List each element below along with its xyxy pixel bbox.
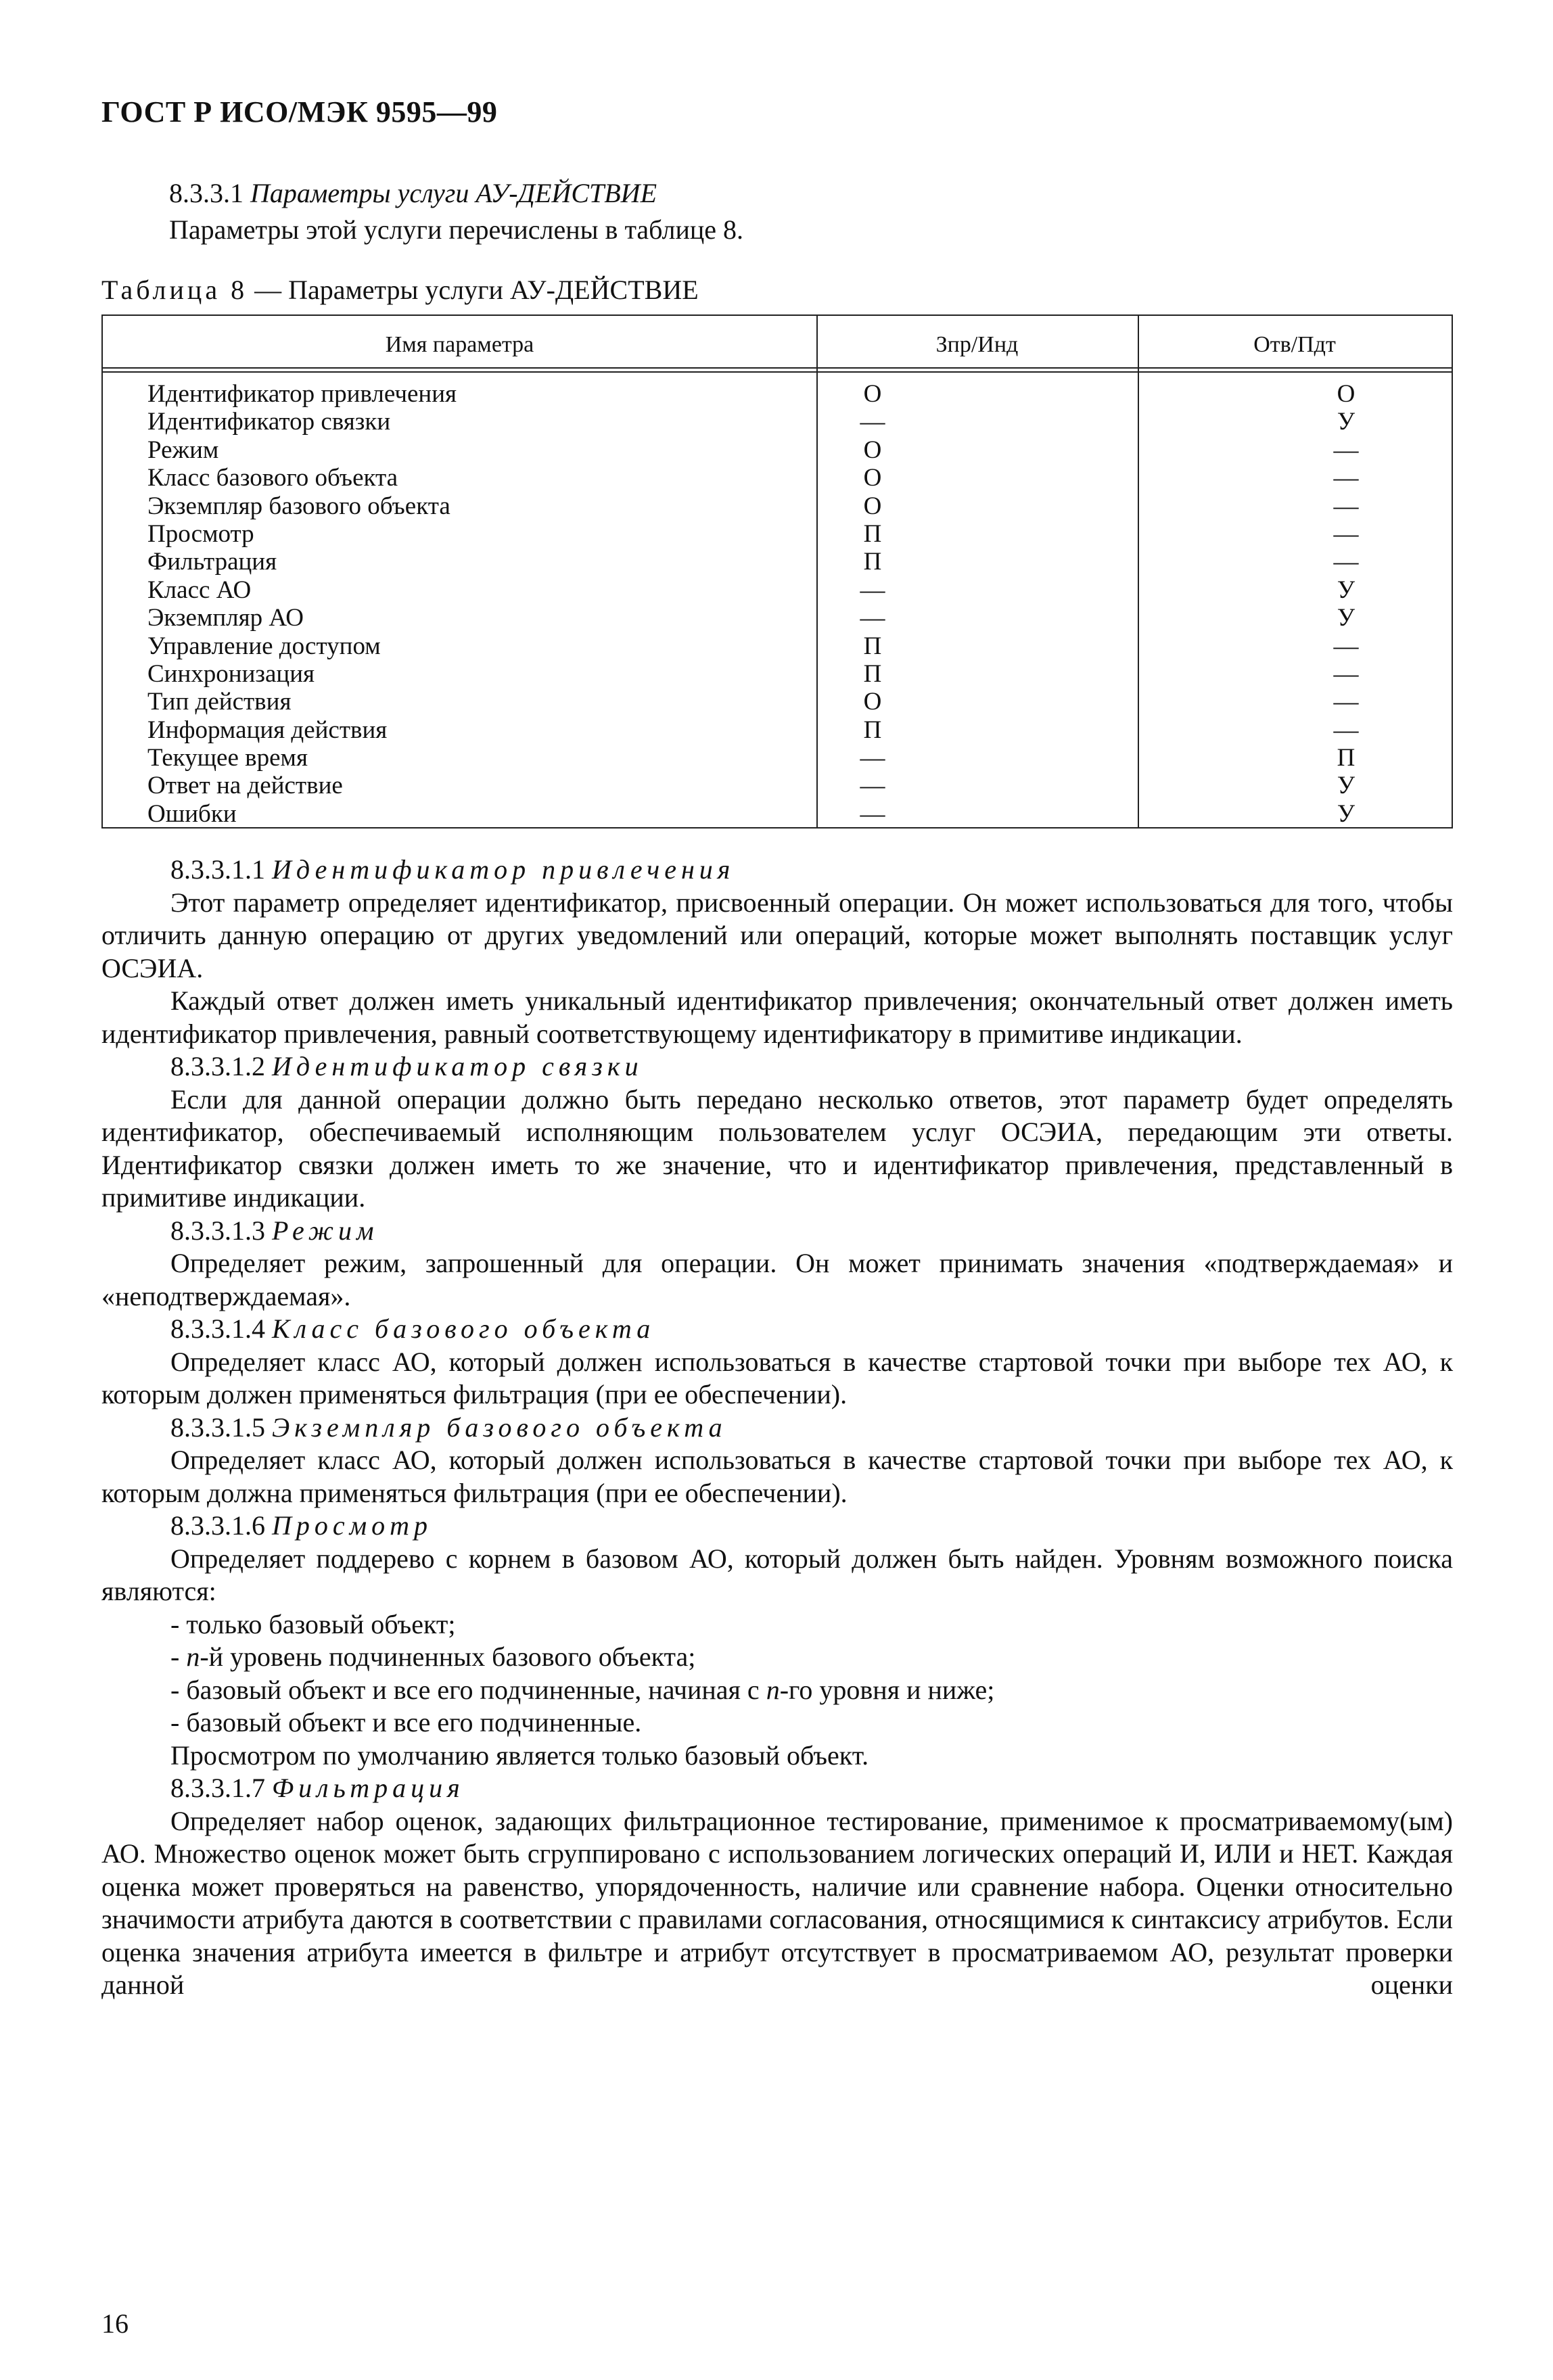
subsection-title: Идентификатор связки <box>272 1051 643 1081</box>
paragraph: Каждый ответ должен иметь уникальный идентификатор привлечения; окончательный ответ должен иметь идентификатор привлечения, равный соответствующему идентификатору в примитиве индикации. <box>101 985 1453 1049</box>
param-resp: У <box>1337 408 1355 436</box>
table-row <box>103 436 1452 464</box>
paragraph: Этот параметр определяет идентификатор, присвоенный операции. Он может использоваться для того, чтобы отличить данную операцию от других уведомлений или операций, которые может выполнять поставщик услуг ОСЭИА. <box>101 887 1453 983</box>
table-row <box>103 632 1452 660</box>
param-resp: У <box>1337 799 1355 828</box>
subsection-number: 8.3.3.1.3 <box>170 1215 265 1246</box>
param-resp: П <box>1337 744 1355 772</box>
param-name: Просмотр <box>147 519 254 548</box>
param-req: О <box>863 436 882 464</box>
subsection-number: 8.3.3.1.4 <box>170 1313 265 1344</box>
section-title: Параметры услуги АУ-ДЕЙСТВИЕ <box>250 178 657 208</box>
param-name: Класс АО <box>147 576 252 604</box>
subsection-title: Режим <box>272 1215 379 1246</box>
subsection-number: 8.3.3.1.1 <box>170 854 265 885</box>
param-req: О <box>863 380 882 408</box>
table-row <box>103 604 1452 632</box>
param-req: — <box>860 772 885 800</box>
param-req: П <box>863 659 882 688</box>
list-item: - базовый объект и все его подчиненные, начиная с n-го уровня и ниже; <box>170 1674 995 1705</box>
param-resp: — <box>1333 436 1359 464</box>
param-resp: — <box>1333 632 1359 660</box>
subsection-title: Экземпляр базового объекта <box>272 1411 727 1443</box>
param-name: Режим <box>147 436 219 464</box>
param-resp: — <box>1333 519 1359 548</box>
paragraph: Просмотром по умолчанию является только базовый объект. <box>170 1740 869 1771</box>
list-item: - n-й уровень подчиненных базового объекта; <box>170 1641 696 1672</box>
table-row <box>103 660 1452 688</box>
param-name: Текущее время <box>147 744 308 772</box>
param-req: О <box>863 688 882 716</box>
param-name: Идентификатор связки <box>147 408 391 436</box>
param-req: — <box>860 576 885 604</box>
param-name: Экземпляр АО <box>147 604 304 632</box>
param-name: Идентификатор привлечения <box>147 380 457 408</box>
param-resp: — <box>1333 492 1359 520</box>
column-header-request: Зпр/Инд <box>935 332 1019 357</box>
param-req: — <box>860 604 885 632</box>
subsection-title: Просмотр <box>272 1510 433 1541</box>
paragraph: Определяет класс АО, который должен использоваться в качестве стартовой точки при выборе тех АО, к которым должен применяться фильтрация (при ее обеспечении). <box>101 1346 1453 1409</box>
param-name: Управление доступом <box>147 632 381 660</box>
table-row <box>103 492 1452 520</box>
subsection-heading <box>101 1215 1453 1248</box>
paragraph: Определяет набор оценок, задающих фильтрационное тестирование, применимое к просматриваемому(ым) АО. Множество оценок может быть сгруппировано с использованием логических операций И, ИЛИ и НЕТ. Каждая оценка может проверяться на равенство, упорядоченность, наличие или сравнение набора. Оценки относительно значимости атрибута даются в соответствии с правилами согласования, относящимися к синтаксису атрибутов. Если оценка значения атрибута имеется в фильтре и атрибут отсутствует в просматриваемом АО, результат проверки данной оценки <box>101 1805 1453 2000</box>
table-row <box>103 744 1452 772</box>
column-header-name: Имя параметра <box>385 332 534 357</box>
table-row <box>103 464 1452 492</box>
param-name: Тип действия <box>147 688 292 716</box>
column-header-response: Отв/Пдт <box>1253 332 1336 357</box>
subsection-heading <box>101 1772 1453 1805</box>
param-req: П <box>863 519 882 548</box>
param-resp: — <box>1333 688 1359 716</box>
param-req: — <box>860 744 885 772</box>
list-item: - только базовый объект; <box>170 1608 456 1639</box>
table-row <box>103 576 1452 604</box>
subsection-number: 8.3.3.1.2 <box>170 1051 265 1081</box>
document-header: ГОСТ Р ИСО/МЭК 9595—99 <box>101 95 498 129</box>
subsection-heading <box>101 854 1453 887</box>
table-caption-text: — Параметры услуги АУ-ДЕЙСТВИЕ <box>248 275 699 305</box>
page-number: 16 <box>101 2308 129 2339</box>
table-caption <box>101 274 699 306</box>
table-row <box>103 688 1452 716</box>
subsection-heading <box>101 1411 1453 1445</box>
subsection-title: Класс базового объекта <box>272 1313 655 1344</box>
parameters-table <box>101 314 1453 829</box>
param-resp: — <box>1333 716 1359 744</box>
table-header-rule <box>103 367 1452 369</box>
param-name: Ответ на действие <box>147 772 343 800</box>
paragraph: Определяет режим, запрошенный для операции. Он может принимать значения «подтверждаемая» и «неподтверждаемая». <box>101 1248 1453 1311</box>
param-resp: — <box>1333 548 1359 576</box>
param-name: Информация действия <box>147 716 388 744</box>
param-req: П <box>863 716 882 744</box>
param-name: Синхронизация <box>147 659 315 688</box>
table-caption-label: Таблица 8 <box>101 275 248 305</box>
param-req: П <box>863 548 882 576</box>
section-intro: Параметры этой услуги перечислены в таблице 8. <box>169 214 744 245</box>
table-row <box>103 800 1452 828</box>
subsection-number: 8.3.3.1.6 <box>170 1510 265 1541</box>
table-row <box>103 716 1452 744</box>
param-resp: — <box>1333 464 1359 492</box>
param-resp: — <box>1333 659 1359 688</box>
subsection-heading <box>101 1050 1453 1083</box>
paragraph: Определяет класс АО, который должен использоваться в качестве стартовой точки при выборе тех АО, к которым должна применяться фильтрация (при ее обеспечении). <box>101 1445 1453 1508</box>
param-resp: О <box>1337 380 1355 408</box>
table-row <box>103 520 1452 548</box>
param-resp: У <box>1337 604 1355 632</box>
subsection-title: Идентификатор привлечения <box>272 854 735 885</box>
param-resp: У <box>1337 772 1355 800</box>
param-resp: У <box>1337 576 1355 604</box>
paragraph: Определяет поддерево с корнем в базовом АО, который должен быть найден. Уровням возможного поиска являются: <box>101 1543 1453 1606</box>
section-number: 8.3.3.1 <box>169 178 244 208</box>
table-row <box>103 548 1452 576</box>
subsection-heading <box>101 1313 1453 1346</box>
table-body <box>103 380 1452 828</box>
param-name: Экземпляр базового объекта <box>147 492 450 520</box>
subsection-heading <box>101 1510 1453 1543</box>
param-req: О <box>863 464 882 492</box>
table-row <box>103 408 1452 436</box>
param-req: — <box>860 408 885 436</box>
table-header-rule <box>103 371 1452 373</box>
param-name: Ошибки <box>147 799 237 828</box>
table-row <box>103 772 1452 799</box>
param-name: Фильтрация <box>147 548 277 576</box>
document-body <box>101 854 1453 2002</box>
paragraph: Если для данной операции должно быть передано несколько ответов, этот параметр будет определять идентификатор, обеспечиваемый исполняющим пользователем услуг ОСЭИА, передающим эти ответы. Идентификатор связки должен иметь то же значение, что и идентификатор привлечения, представленный в примитиве индикации. <box>101 1083 1453 1213</box>
param-name: Класс базового объекта <box>147 464 398 492</box>
list-item: - базовый объект и все его подчиненные. <box>170 1707 642 1737</box>
param-req: О <box>863 492 882 520</box>
param-req: — <box>860 799 885 828</box>
subsection-number: 8.3.3.1.5 <box>170 1411 265 1443</box>
subsection-title: Фильтрация <box>272 1773 465 1803</box>
section-heading <box>169 177 657 209</box>
subsection-number: 8.3.3.1.7 <box>170 1773 265 1803</box>
table-row <box>103 380 1452 408</box>
param-req: П <box>863 632 882 660</box>
